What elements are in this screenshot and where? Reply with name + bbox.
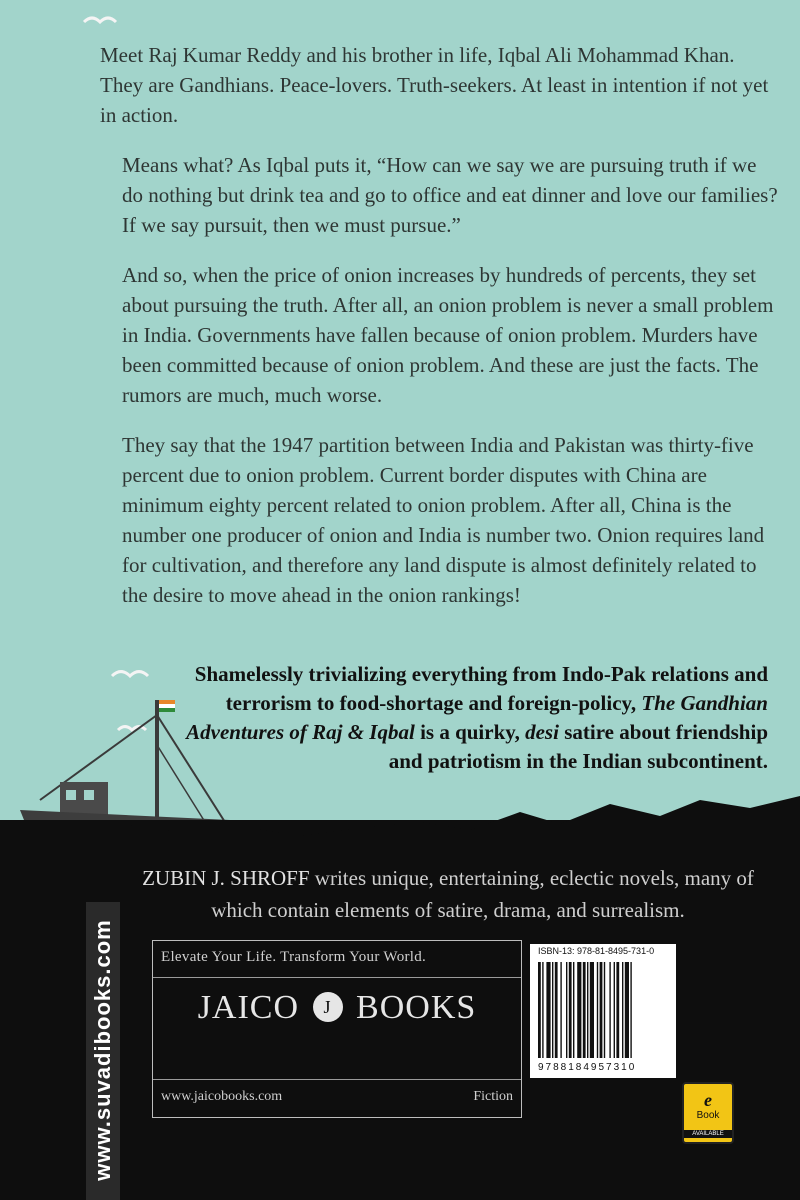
isbn-number: ISBN-13: 978-81-8495-731-0 <box>538 946 655 956</box>
publisher-name-left: JAICO <box>197 989 300 1026</box>
blurb-paragraph-2: Means what? As Iqbal puts it, “How can we say we are pursuing truth if we do nothing but drink tea and go to office and eat dinner and love our families? If we say pursuit, then we must pursue.” <box>122 153 778 237</box>
ebook-letter: e <box>704 1090 712 1110</box>
divider <box>153 977 521 978</box>
torn-edge <box>0 794 800 854</box>
ebook-available-badge <box>682 1082 734 1144</box>
publisher-box <box>152 940 522 1118</box>
seagull-icon <box>112 672 148 677</box>
publisher-slogan: Elevate Your Life. Transform Your World. <box>161 949 427 965</box>
ebook-word: Book <box>696 1110 720 1121</box>
divider <box>153 1079 521 1080</box>
blurb-text <box>100 40 778 630</box>
watermark-text: www.suvadibooks.com <box>90 919 115 1181</box>
book-title: The Gandhian Adventures of Raj & Iqbal <box>186 691 768 744</box>
barcode-icon <box>538 962 670 1058</box>
seagull-icon <box>84 18 116 22</box>
publisher-logo-icon: J <box>313 992 343 1022</box>
author-bio <box>140 862 756 926</box>
tagline-part-3: satire about friendship and patriotism in the Indian subcontinent. <box>388 720 768 773</box>
tagline-desi: desi <box>525 720 559 744</box>
ebook-status: AVAILABLE <box>684 1130 732 1138</box>
genre-label: Fiction <box>473 1089 513 1104</box>
publisher-name-right: BOOKS <box>356 989 477 1026</box>
blurb-paragraph-4: They say that the 1947 partition between India and Pakistan was thirty-five percent due to onion problem. Current border disputes with China are minimum eighty percent related to onion problem. After all, China is the number one producer of onion and India is number two. Onion requires land for cultivation, and therefore any land dispute is almost definitely related to the desire to move ahead in the onion rankings! <box>122 433 765 607</box>
tagline-part-1: Shamelessly trivializing everything from Indo-Pak relations and terrorism to food-shortage and foreign-policy, <box>194 662 768 715</box>
barcode-digits: 9788184957310 <box>538 1062 637 1073</box>
publisher-url: www.jaicobooks.com <box>161 1089 283 1104</box>
author-name: ZUBIN J. SHROFF <box>142 866 310 890</box>
tagline-part-2: is a quirky, <box>414 720 526 744</box>
author-bio-text: writes unique, entertaining, eclectic novels, many of which contain elements of satire, drama, and surrealism. <box>211 866 754 922</box>
tagline <box>170 660 768 776</box>
blurb-paragraph-1: Meet Raj Kumar Reddy and his brother in life, Iqbal Ali Mohammad Khan. They are Gandhians. Peace-lovers. Truth-seekers. At least in intention if not yet in action. <box>100 43 769 127</box>
publisher-logo <box>153 989 521 1027</box>
barcode <box>530 944 676 1078</box>
blurb-paragraph-3: And so, when the price of onion increases by hundreds of percents, they set about pursuing the truth. After all, an onion problem is never a small problem in India. Governments have fallen because of onion problem. Murders have been committed because of onion problem. And these are just the facts. The rumors are much, much worse. <box>122 263 774 407</box>
